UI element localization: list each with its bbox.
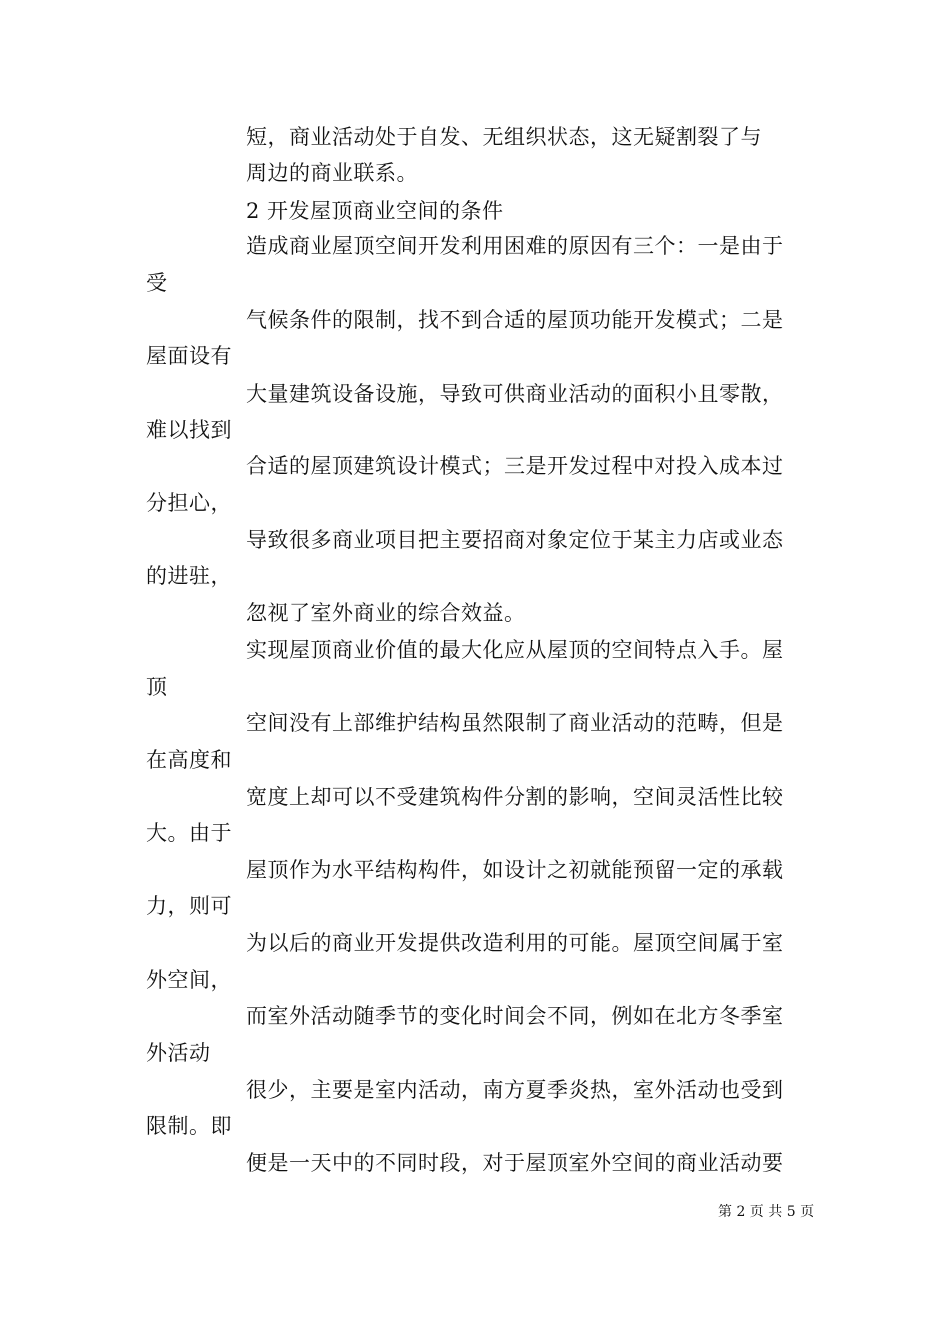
- text-line: 为以后的商业开发提供改造利用的可能。屋顶空间属于室: [246, 931, 784, 955]
- text-line: 宽度上却可以不受建筑构件分割的影响，空间灵活性比较: [246, 785, 784, 809]
- text-line: 大。由于: [146, 821, 232, 845]
- text-line: 气候条件的限制，找不到合适的屋顶功能开发模式；二是: [246, 308, 784, 332]
- text-line: 屋面设有: [146, 344, 232, 368]
- text-line: 屋顶作为水平结构构件，如设计之初就能预留一定的承载: [246, 858, 784, 882]
- text-line: 外活动: [146, 1041, 211, 1065]
- page-number-footer: 第 2 页 共 5 页: [718, 1204, 815, 1220]
- text-line: 力，则可: [146, 894, 232, 918]
- text-line: 合适的屋顶建筑设计模式；三是开发过程中对投入成本过: [246, 454, 784, 478]
- text-line: 大量建筑设备设施，导致可供商业活动的面积小且零散，: [246, 382, 784, 406]
- text-line: 导致很多商业项目把主要招商对象定位于某主力店或业态: [246, 528, 784, 552]
- text-line: 外空间，: [146, 968, 232, 992]
- text-line: 造成商业屋顶空间开发利用困难的原因有三个：一是由于: [246, 234, 784, 258]
- text-line: 而室外活动随季节的变化时间会不同，例如在北方冬季室: [246, 1004, 784, 1028]
- text-line: 的进驻，: [146, 564, 232, 588]
- text-line: 空间没有上部维护结构虽然限制了商业活动的范畴，但是: [246, 711, 784, 735]
- text-line: 顶: [146, 675, 168, 699]
- section-heading: 2 开发屋顶商业空间的条件: [246, 199, 504, 223]
- text-line: 短，商业活动处于自发、无组织状态，这无疑割裂了与: [246, 125, 762, 149]
- text-line: 周边的商业联系。: [246, 161, 418, 185]
- text-line: 忽视了室外商业的综合效益。: [246, 601, 526, 625]
- text-line: 分担心，: [146, 491, 232, 515]
- text-line: 在高度和: [146, 748, 232, 772]
- text-line: 实现屋顶商业价值的最大化应从屋顶的空间特点入手。屋: [246, 638, 784, 662]
- text-line: 限制。即: [146, 1114, 232, 1138]
- text-line: 很少，主要是室内活动，南方夏季炎热，室外活动也受到: [246, 1078, 784, 1102]
- text-line: 难以找到: [146, 418, 232, 442]
- text-line: 便是一天中的不同时段，对于屋顶室外空间的商业活动要: [246, 1151, 784, 1175]
- text-line: 受: [146, 271, 168, 295]
